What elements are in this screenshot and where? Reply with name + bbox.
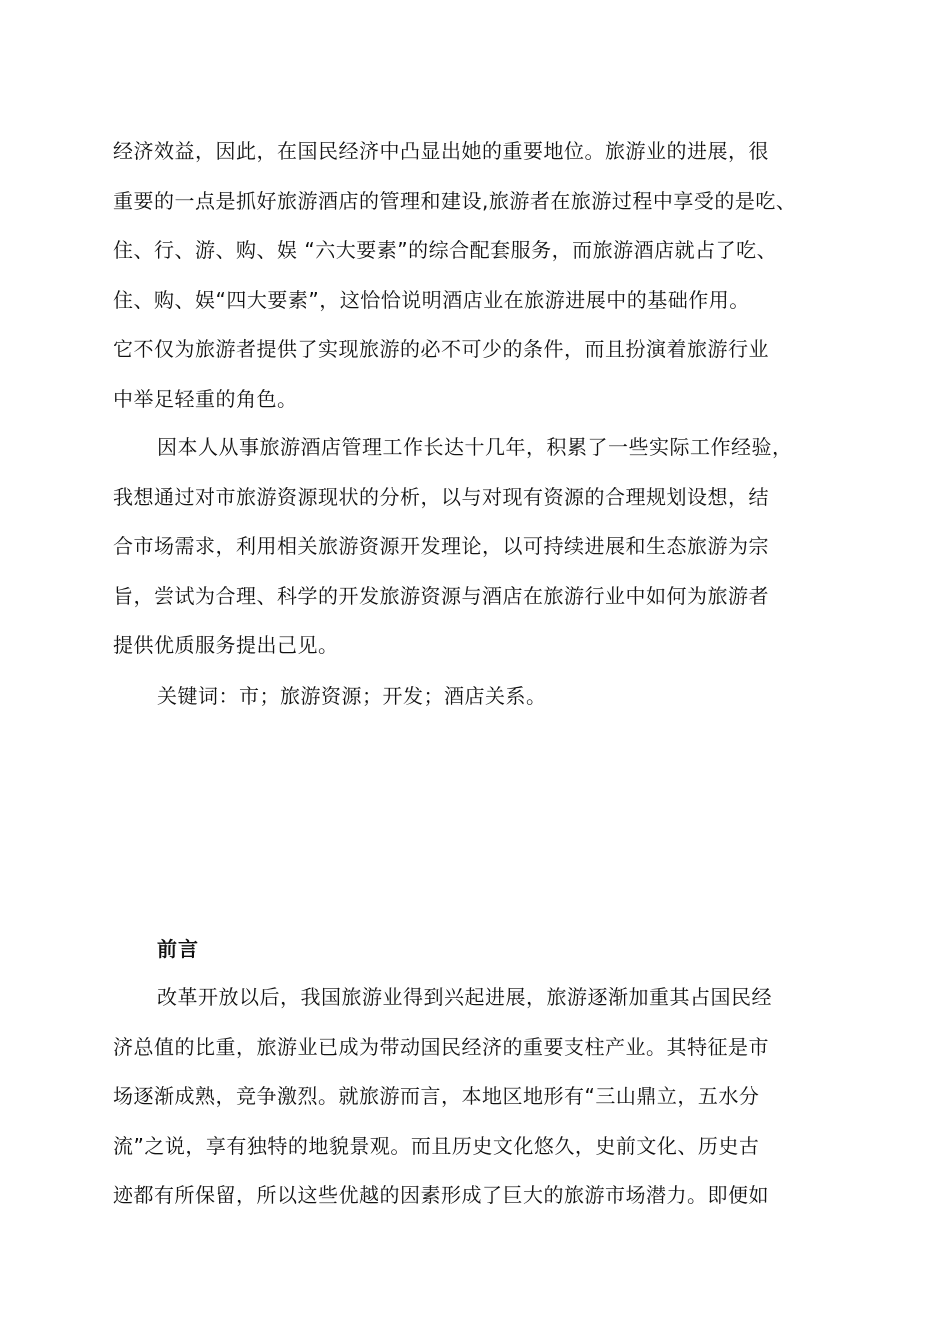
text-line: 重要的一点是抓好旅游酒店的管理和建设,旅游者在旅游过程中享受的是吃、 (113, 188, 797, 213)
intro-paragraph (113, 423, 853, 671)
text-line: 济总值的比重，旅游业已成为带动国民经济的重要支柱产业。其特征是市 (113, 1034, 769, 1059)
preface-paragraph (113, 973, 853, 1221)
text-line: 住、行、游、购、娱 “六大要素”的综合配套服务，而旅游酒店就占了吃、 (113, 238, 778, 262)
section-heading: 前言 (157, 937, 199, 961)
text-line: 改革开放以后，我国旅游业得到兴起进展，旅游逐渐加重其占国民经 (157, 985, 772, 1009)
text-line: 它不仅为旅游者提供了实现旅游的必不可少的条件，而且扮演着旅游行业 (113, 337, 769, 361)
text-line: 因本人从事旅游酒店管理工作长达十几年，积累了一些实际工作经验， (157, 435, 793, 459)
text-line: 住、购、娱“四大要素”，这恰恰说明酒店业在旅游进展中的基础作用。 (113, 287, 750, 312)
keywords-line: 关键词：市；旅游资源；开发；酒店关系。 (157, 684, 547, 708)
abstract-paragraph (113, 127, 853, 424)
text-line: 流”之说，享有独特的地貌景观。而且历史文化悠久，史前文化、历史古 (113, 1133, 760, 1158)
text-line: 提供优质服务提出己见。 (113, 633, 339, 657)
text-line: 合市场需求，利用相关旅游资源开发理论，以可持续进展和生态旅游为宗 (113, 534, 769, 558)
keywords-paragraph (113, 672, 853, 722)
text-line: 场逐渐成熟，竞争激烈。就旅游而言，本地区地形有“三山鼎立，五水分 (113, 1084, 760, 1108)
text-line: 中举足轻重的角色。 (113, 386, 298, 411)
text-line: 经济效益，因此，在国民经济中凸显出她的重要地位。旅游业的进展，很 (113, 139, 769, 163)
text-line: 旨，尝试为合理、科学的开发旅游资源与酒店在旅游行业中如何为旅游者 (113, 583, 769, 608)
text-line: 我想通过对市旅游资源现状的分析，以与对现有资源的合理规划设想，结 (113, 484, 769, 509)
text-line: 迹都有所保留，所以这些优越的因素形成了巨大的旅游市场潜力。即便如 (113, 1183, 769, 1207)
